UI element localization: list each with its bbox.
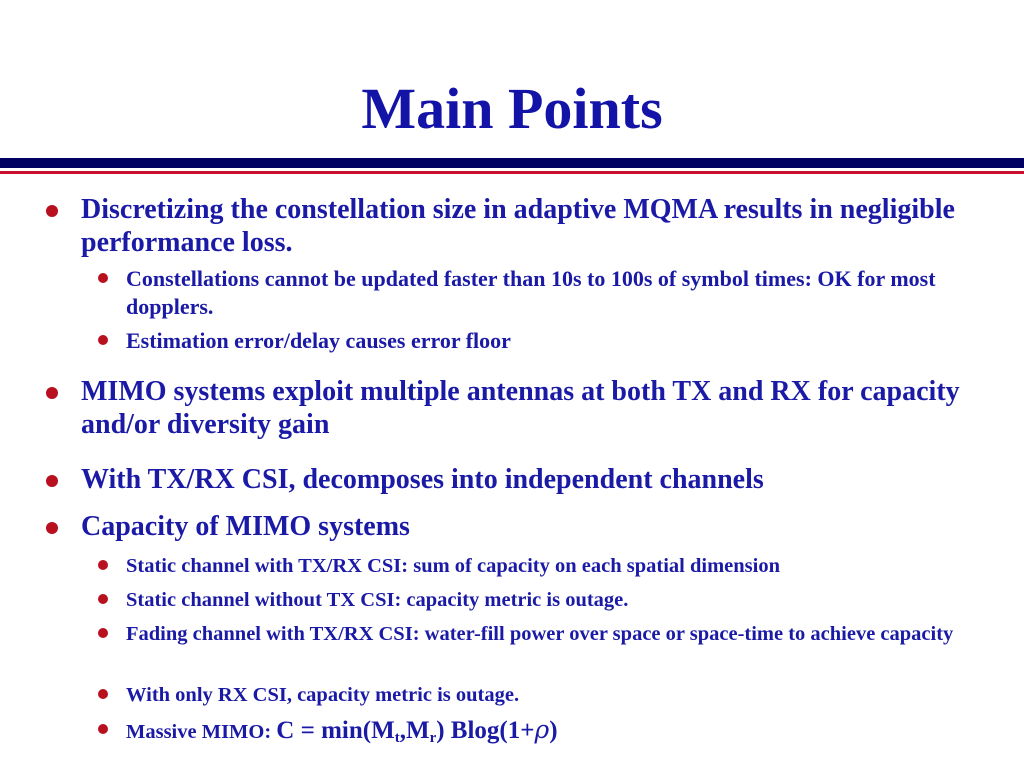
bullet-text: Constellations cannot be updated faster than 10s to 100s of symbol times: OK for most dopplers.	[126, 266, 936, 319]
bullet-text: Static channel with TX/RX CSI: sum of capacity on each spatial dimension	[126, 555, 780, 577]
bullet-text: Capacity of MIMO systems	[81, 511, 410, 542]
bullet-dot-icon	[46, 387, 58, 399]
formula-part: ) Blog(1+	[436, 717, 535, 744]
bullet-text: Fading channel with TX/RX CSI: water-fill power over space or space-time to achieve capacity	[126, 623, 954, 645]
bullet-dot-icon	[98, 594, 108, 604]
bullet-dot-icon	[46, 205, 58, 217]
bullet-text: With TX/RX CSI, decomposes into independent channels	[81, 464, 764, 495]
formula-part: ,M	[399, 717, 430, 744]
massive-mimo-text	[126, 716, 986, 746]
bullet-text: Estimation error/delay causes error floor	[126, 328, 511, 353]
formula-subscript-r: r	[429, 729, 437, 746]
bullet-text: Static channel without TX CSI: capacity metric is outage.	[126, 589, 629, 611]
bullet-dot-icon	[98, 560, 108, 570]
formula-part: C = min(M	[276, 717, 395, 744]
bullet-dot-icon	[98, 689, 108, 699]
capacity-formula	[276, 717, 557, 744]
formula-part: )	[549, 717, 558, 744]
formula-rho-symbol: ρ	[534, 715, 550, 744]
title-rule-red	[0, 171, 1024, 174]
formula-subscript-t: t	[394, 729, 400, 746]
bullet-dot-icon	[98, 335, 108, 345]
bullet-dot-icon	[46, 475, 58, 487]
bullet-text: MIMO systems exploit multiple antennas at both TX and RX for capacity and/or diversity gain	[81, 376, 960, 440]
bullet-dot-icon	[46, 522, 58, 534]
bullet-text: With only RX CSI, capacity metric is outage.	[126, 684, 520, 706]
massive-mimo-label: Massive MIMO:	[126, 721, 277, 743]
title-rule-navy	[0, 158, 1024, 168]
bullet-dot-icon	[98, 273, 108, 283]
bullet-dot-icon	[98, 724, 108, 734]
bullet-dot-icon	[98, 628, 108, 638]
bullet-text: Discretizing the constellation size in adaptive MQMA results in negligible performance loss.	[81, 194, 955, 258]
slide-title: Main Points	[361, 76, 663, 141]
